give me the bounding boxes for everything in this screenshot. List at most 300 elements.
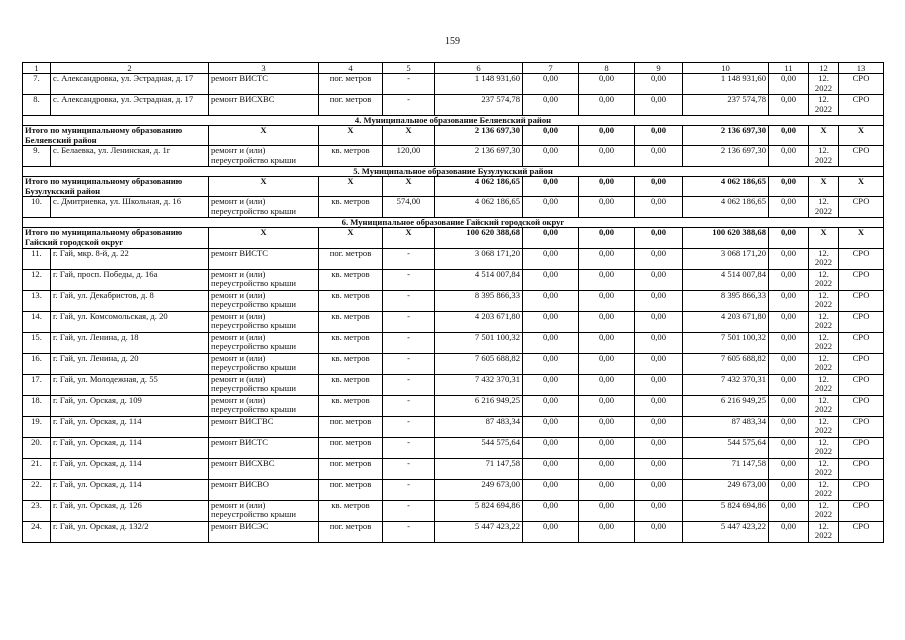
method-cell: СРО <box>839 290 884 311</box>
total-label: Итого по муниципальному образованию Беляевский район <box>23 126 209 146</box>
quantity-cell: - <box>383 521 435 542</box>
method-cell: СРО <box>839 353 884 374</box>
date-cell: 12. 2022 <box>809 197 839 218</box>
cost-cell: 237 574,78 <box>683 95 769 116</box>
address-cell: с. Белаевка, ул. Ленинская, д. 1г <box>51 146 209 167</box>
method-cell: СРО <box>839 458 884 479</box>
cost-cell: 8 395 866,33 <box>435 290 523 311</box>
date-cell: 12. 2022 <box>809 290 839 311</box>
amount-cell: 0,00 <box>579 269 635 290</box>
table-row <box>23 311 884 332</box>
amount-cell: 0,00 <box>635 74 683 95</box>
address-cell: с. Александровка, ул. Эстрадная, д. 17 <box>51 74 209 95</box>
amount-cell: 0,00 <box>635 269 683 290</box>
total-cost: 100 620 388,68 <box>683 228 769 248</box>
table-row <box>23 479 884 500</box>
date-cell: 12. 2022 <box>809 74 839 95</box>
amount-cell: 0,00 <box>769 353 809 374</box>
cost-cell: 4 514 007,84 <box>683 269 769 290</box>
amount-cell: 0,00 <box>769 416 809 437</box>
amount-cell: 0,00 <box>769 521 809 542</box>
amount-cell: 0,00 <box>579 458 635 479</box>
work-type-cell: ремонт и (или) переустройство крыши <box>209 146 319 167</box>
amount-cell: 0,00 <box>635 521 683 542</box>
work-type-cell: ремонт и (или) переустройство крыши <box>209 374 319 395</box>
table-row <box>23 416 884 437</box>
total-cell: 0,00 <box>579 228 635 248</box>
amount-cell: 0,00 <box>635 479 683 500</box>
cost-cell: 6 216 949,25 <box>683 395 769 416</box>
address-cell: г. Гай, ул. Орская, д. 114 <box>51 437 209 458</box>
amount-cell: 0,00 <box>579 74 635 95</box>
unit-cell: кв. метров <box>319 290 383 311</box>
quantity-cell: - <box>383 458 435 479</box>
amount-cell: 0,00 <box>579 332 635 353</box>
amount-cell: 0,00 <box>523 74 579 95</box>
amount-cell: 0,00 <box>523 146 579 167</box>
cost-cell: 2 136 697,30 <box>435 146 523 167</box>
column-number: 9 <box>635 63 683 74</box>
total-cell: X <box>809 126 839 146</box>
total-cost: 2 136 697,30 <box>435 126 523 146</box>
row-number: 7. <box>23 74 51 95</box>
method-cell: СРО <box>839 146 884 167</box>
amount-cell: 0,00 <box>769 395 809 416</box>
amount-cell: 0,00 <box>523 269 579 290</box>
work-type-cell: ремонт и (или) переустройство крыши <box>209 395 319 416</box>
row-number: 16. <box>23 353 51 374</box>
column-number: 10 <box>683 63 769 74</box>
column-number: 4 <box>319 63 383 74</box>
cost-cell: 7 432 370,31 <box>683 374 769 395</box>
cost-cell: 7 432 370,31 <box>435 374 523 395</box>
address-cell: г. Гай, ул. Орская, д. 114 <box>51 416 209 437</box>
date-cell: 12. 2022 <box>809 374 839 395</box>
amount-cell: 0,00 <box>579 416 635 437</box>
row-number: 17. <box>23 374 51 395</box>
amount-cell: 0,00 <box>769 374 809 395</box>
total-cell: 0,00 <box>635 228 683 248</box>
cost-cell: 544 575,64 <box>683 437 769 458</box>
total-cost: 4 062 186,65 <box>683 177 769 197</box>
amount-cell: 0,00 <box>635 95 683 116</box>
amount-cell: 0,00 <box>523 95 579 116</box>
cost-cell: 6 216 949,25 <box>435 395 523 416</box>
address-cell: с. Александровка, ул. Эстрадная, д. 17 <box>51 95 209 116</box>
total-cell: 0,00 <box>523 126 579 146</box>
total-cell: X <box>209 177 319 197</box>
quantity-cell: - <box>383 500 435 521</box>
amount-cell: 0,00 <box>523 500 579 521</box>
section-title: 6. Муниципальное образование Гайский городской округ <box>23 218 884 228</box>
address-cell: г. Гай, ул. Декабристов, д. 8 <box>51 290 209 311</box>
table-row <box>23 437 884 458</box>
table-row <box>23 395 884 416</box>
amount-cell: 0,00 <box>523 248 579 269</box>
page-number: 159 <box>445 36 460 47</box>
address-cell: г. Гай, ул. Орская, д. 132/2 <box>51 521 209 542</box>
amount-cell: 0,00 <box>635 311 683 332</box>
total-cell: X <box>809 177 839 197</box>
cost-cell: 249 673,00 <box>683 479 769 500</box>
amount-cell: 0,00 <box>635 458 683 479</box>
column-number: 5 <box>383 63 435 74</box>
row-number: 8. <box>23 95 51 116</box>
column-number: 3 <box>209 63 319 74</box>
cost-cell: 4 062 186,65 <box>435 197 523 218</box>
date-cell: 12. 2022 <box>809 458 839 479</box>
amount-cell: 0,00 <box>523 290 579 311</box>
amount-cell: 0,00 <box>769 74 809 95</box>
total-cell: X <box>839 228 884 248</box>
cost-cell: 7 605 688,82 <box>683 353 769 374</box>
amount-cell: 0,00 <box>579 197 635 218</box>
amount-cell: 0,00 <box>523 458 579 479</box>
total-cell: X <box>809 228 839 248</box>
table-row <box>23 74 884 95</box>
date-cell: 12. 2022 <box>809 500 839 521</box>
amount-cell: 0,00 <box>579 248 635 269</box>
amount-cell: 0,00 <box>769 197 809 218</box>
cost-cell: 3 068 171,20 <box>435 248 523 269</box>
amount-cell: 0,00 <box>579 311 635 332</box>
quantity-cell: - <box>383 437 435 458</box>
work-type-cell: ремонт и (или) переустройство крыши <box>209 290 319 311</box>
amount-cell: 0,00 <box>523 521 579 542</box>
address-cell: г. Гай, ул. Орская, д. 126 <box>51 500 209 521</box>
cost-cell: 4 203 671,80 <box>683 311 769 332</box>
table-row <box>23 290 884 311</box>
address-cell: г. Гай, ул. Ленина, д. 20 <box>51 353 209 374</box>
date-cell: 12. 2022 <box>809 332 839 353</box>
work-type-cell: ремонт ВИСВО <box>209 479 319 500</box>
total-cell: 0,00 <box>635 177 683 197</box>
method-cell: СРО <box>839 500 884 521</box>
amount-cell: 0,00 <box>635 146 683 167</box>
section-header-row <box>23 116 884 126</box>
amount-cell: 0,00 <box>769 146 809 167</box>
total-cell: X <box>319 228 383 248</box>
amount-cell: 0,00 <box>579 290 635 311</box>
method-cell: СРО <box>839 248 884 269</box>
table-row <box>23 95 884 116</box>
amount-cell: 0,00 <box>523 395 579 416</box>
row-number: 10. <box>23 197 51 218</box>
total-cell: 0,00 <box>769 126 809 146</box>
table-row <box>23 248 884 269</box>
total-cell: 0,00 <box>769 228 809 248</box>
row-number: 22. <box>23 479 51 500</box>
amount-cell: 0,00 <box>523 374 579 395</box>
total-row <box>23 177 884 197</box>
section-header-row <box>23 167 884 177</box>
address-cell: г. Гай, ул. Ленина, д. 18 <box>51 332 209 353</box>
cost-cell: 87 483,34 <box>683 416 769 437</box>
table-row <box>23 374 884 395</box>
total-row <box>23 126 884 146</box>
amount-cell: 0,00 <box>769 332 809 353</box>
unit-cell: кв. метров <box>319 146 383 167</box>
amount-cell: 0,00 <box>635 395 683 416</box>
total-cell: 0,00 <box>523 228 579 248</box>
amount-cell: 0,00 <box>579 374 635 395</box>
work-type-cell: ремонт и (или) переустройство крыши <box>209 332 319 353</box>
amount-cell: 0,00 <box>523 332 579 353</box>
total-cell: 0,00 <box>769 177 809 197</box>
unit-cell: пог. метров <box>319 95 383 116</box>
date-cell: 12. 2022 <box>809 269 839 290</box>
work-type-cell: ремонт ВИСХВС <box>209 458 319 479</box>
unit-cell: кв. метров <box>319 197 383 218</box>
amount-cell: 0,00 <box>579 500 635 521</box>
row-number: 23. <box>23 500 51 521</box>
date-cell: 12. 2022 <box>809 416 839 437</box>
unit-cell: пог. метров <box>319 416 383 437</box>
address-cell: г. Гай, мкр. 8-й, д. 22 <box>51 248 209 269</box>
work-type-cell: ремонт и (или) переустройство крыши <box>209 269 319 290</box>
amount-cell: 0,00 <box>579 95 635 116</box>
cost-cell: 71 147,58 <box>435 458 523 479</box>
cost-cell: 237 574,78 <box>435 95 523 116</box>
column-number: 8 <box>579 63 635 74</box>
table-row <box>23 353 884 374</box>
total-cell: X <box>839 177 884 197</box>
amount-cell: 0,00 <box>635 416 683 437</box>
quantity-cell: - <box>383 74 435 95</box>
total-cell: X <box>383 228 435 248</box>
work-type-cell: ремонт ВИСЭС <box>209 521 319 542</box>
column-number: 12 <box>809 63 839 74</box>
work-type-cell: ремонт и (или) переустройство крыши <box>209 197 319 218</box>
quantity-cell: - <box>383 95 435 116</box>
quantity-cell: - <box>383 353 435 374</box>
amount-cell: 0,00 <box>523 311 579 332</box>
row-number: 24. <box>23 521 51 542</box>
method-cell: СРО <box>839 479 884 500</box>
cost-cell: 87 483,34 <box>435 416 523 437</box>
method-cell: СРО <box>839 95 884 116</box>
total-cell: X <box>383 177 435 197</box>
cost-cell: 249 673,00 <box>435 479 523 500</box>
amount-cell: 0,00 <box>579 437 635 458</box>
amount-cell: 0,00 <box>579 146 635 167</box>
date-cell: 12. 2022 <box>809 395 839 416</box>
date-cell: 12. 2022 <box>809 311 839 332</box>
amount-cell: 0,00 <box>635 374 683 395</box>
total-cell: 0,00 <box>523 177 579 197</box>
row-number: 11. <box>23 248 51 269</box>
column-number-row <box>23 63 884 74</box>
quantity-cell: - <box>383 395 435 416</box>
quantity-cell: - <box>383 248 435 269</box>
unit-cell: кв. метров <box>319 395 383 416</box>
quantity-cell: 120,00 <box>383 146 435 167</box>
unit-cell: кв. метров <box>319 269 383 290</box>
date-cell: 12. 2022 <box>809 248 839 269</box>
date-cell: 12. 2022 <box>809 521 839 542</box>
cost-cell: 4 203 671,80 <box>435 311 523 332</box>
method-cell: СРО <box>839 374 884 395</box>
total-cost: 100 620 388,68 <box>435 228 523 248</box>
quantity-cell: 574,00 <box>383 197 435 218</box>
cost-cell: 71 147,58 <box>683 458 769 479</box>
row-number: 13. <box>23 290 51 311</box>
quantity-cell: - <box>383 374 435 395</box>
table-row <box>23 458 884 479</box>
table-row <box>23 500 884 521</box>
quantity-cell: - <box>383 290 435 311</box>
unit-cell: пог. метров <box>319 479 383 500</box>
cost-cell: 5 447 423,22 <box>683 521 769 542</box>
table-row <box>23 197 884 218</box>
total-cell: 0,00 <box>579 177 635 197</box>
table-body <box>23 74 884 543</box>
unit-cell: кв. метров <box>319 311 383 332</box>
amount-cell: 0,00 <box>769 311 809 332</box>
method-cell: СРО <box>839 332 884 353</box>
method-cell: СРО <box>839 311 884 332</box>
address-cell: с. Дмитриевка, ул. Школьная, д. 16 <box>51 197 209 218</box>
method-cell: СРО <box>839 269 884 290</box>
amount-cell: 0,00 <box>635 332 683 353</box>
work-type-cell: ремонт и (или) переустройство крыши <box>209 311 319 332</box>
unit-cell: пог. метров <box>319 74 383 95</box>
unit-cell: пог. метров <box>319 521 383 542</box>
unit-cell: пог. метров <box>319 248 383 269</box>
row-number: 21. <box>23 458 51 479</box>
amount-cell: 0,00 <box>769 479 809 500</box>
address-cell: г. Гай, ул. Молодежная, д. 55 <box>51 374 209 395</box>
method-cell: СРО <box>839 521 884 542</box>
total-label: Итого по муниципальному образованию Гайский городской округ <box>23 228 209 248</box>
total-cell: X <box>383 126 435 146</box>
unit-cell: кв. метров <box>319 374 383 395</box>
table-row <box>23 332 884 353</box>
address-cell: г. Гай, ул. Комсомольская, д. 20 <box>51 311 209 332</box>
work-type-cell: ремонт и (или) переустройство крыши <box>209 500 319 521</box>
amount-cell: 0,00 <box>635 353 683 374</box>
total-cell: X <box>209 126 319 146</box>
row-number: 19. <box>23 416 51 437</box>
total-row <box>23 228 884 248</box>
work-type-cell: ремонт ВИСТС <box>209 74 319 95</box>
method-cell: СРО <box>839 74 884 95</box>
total-cell: 0,00 <box>579 126 635 146</box>
total-label: Итого по муниципальному образованию Бузулукский район <box>23 177 209 197</box>
address-cell: г. Гай, ул. Орская, д. 109 <box>51 395 209 416</box>
row-number: 15. <box>23 332 51 353</box>
date-cell: 12. 2022 <box>809 437 839 458</box>
cost-cell: 2 136 697,30 <box>683 146 769 167</box>
cost-cell: 7 501 100,32 <box>683 332 769 353</box>
total-cell: X <box>319 126 383 146</box>
amount-cell: 0,00 <box>523 437 579 458</box>
unit-cell: кв. метров <box>319 353 383 374</box>
cost-cell: 7 605 688,82 <box>435 353 523 374</box>
amount-cell: 0,00 <box>579 353 635 374</box>
amount-cell: 0,00 <box>769 290 809 311</box>
amount-cell: 0,00 <box>523 353 579 374</box>
quantity-cell: - <box>383 311 435 332</box>
quantity-cell: - <box>383 479 435 500</box>
address-cell: г. Гай, ул. Орская, д. 114 <box>51 458 209 479</box>
cost-cell: 544 575,64 <box>435 437 523 458</box>
amount-cell: 0,00 <box>579 521 635 542</box>
amount-cell: 0,00 <box>635 197 683 218</box>
date-cell: 12. 2022 <box>809 146 839 167</box>
method-cell: СРО <box>839 395 884 416</box>
address-cell: г. Гай, просп. Победы, д. 16а <box>51 269 209 290</box>
work-type-cell: ремонт ВИСТС <box>209 437 319 458</box>
row-number: 18. <box>23 395 51 416</box>
cost-cell: 7 501 100,32 <box>435 332 523 353</box>
amount-cell: 0,00 <box>635 290 683 311</box>
method-cell: СРО <box>839 437 884 458</box>
cost-cell: 5 447 423,22 <box>435 521 523 542</box>
unit-cell: пог. метров <box>319 458 383 479</box>
amount-cell: 0,00 <box>523 416 579 437</box>
date-cell: 12. 2022 <box>809 353 839 374</box>
column-number: 11 <box>769 63 809 74</box>
quantity-cell: - <box>383 332 435 353</box>
table-row <box>23 146 884 167</box>
amount-cell: 0,00 <box>769 458 809 479</box>
cost-cell: 1 148 931,60 <box>435 74 523 95</box>
cost-cell: 5 824 694,86 <box>683 500 769 521</box>
amount-cell: 0,00 <box>635 500 683 521</box>
cost-cell: 3 068 171,20 <box>683 248 769 269</box>
work-type-cell: ремонт ВИСГВС <box>209 416 319 437</box>
date-cell: 12. 2022 <box>809 479 839 500</box>
amount-cell: 0,00 <box>635 437 683 458</box>
row-number: 20. <box>23 437 51 458</box>
cost-cell: 5 824 694,86 <box>435 500 523 521</box>
table-row <box>23 269 884 290</box>
cost-cell: 8 395 866,33 <box>683 290 769 311</box>
repair-program-table <box>22 62 884 543</box>
address-cell: г. Гай, ул. Орская, д. 114 <box>51 479 209 500</box>
amount-cell: 0,00 <box>769 437 809 458</box>
amount-cell: 0,00 <box>579 395 635 416</box>
amount-cell: 0,00 <box>635 248 683 269</box>
cost-cell: 4 514 007,84 <box>435 269 523 290</box>
total-cell: X <box>209 228 319 248</box>
section-title: 5. Муниципальное образование Бузулукский район <box>23 167 884 177</box>
total-cost: 4 062 186,65 <box>435 177 523 197</box>
amount-cell: 0,00 <box>523 197 579 218</box>
method-cell: СРО <box>839 197 884 218</box>
amount-cell: 0,00 <box>769 269 809 290</box>
method-cell: СРО <box>839 416 884 437</box>
quantity-cell: - <box>383 269 435 290</box>
amount-cell: 0,00 <box>523 479 579 500</box>
date-cell: 12. 2022 <box>809 95 839 116</box>
table-row <box>23 521 884 542</box>
total-cell: X <box>839 126 884 146</box>
column-number: 13 <box>839 63 884 74</box>
row-number: 14. <box>23 311 51 332</box>
cost-cell: 1 148 931,60 <box>683 74 769 95</box>
section-title: 4. Муниципальное образование Беляевский район <box>23 116 884 126</box>
amount-cell: 0,00 <box>769 500 809 521</box>
unit-cell: пог. метров <box>319 437 383 458</box>
cost-cell: 4 062 186,65 <box>683 197 769 218</box>
column-number: 7 <box>523 63 579 74</box>
quantity-cell: - <box>383 416 435 437</box>
total-cell: 0,00 <box>635 126 683 146</box>
work-type-cell: ремонт и (или) переустройство крыши <box>209 353 319 374</box>
column-number: 2 <box>51 63 209 74</box>
